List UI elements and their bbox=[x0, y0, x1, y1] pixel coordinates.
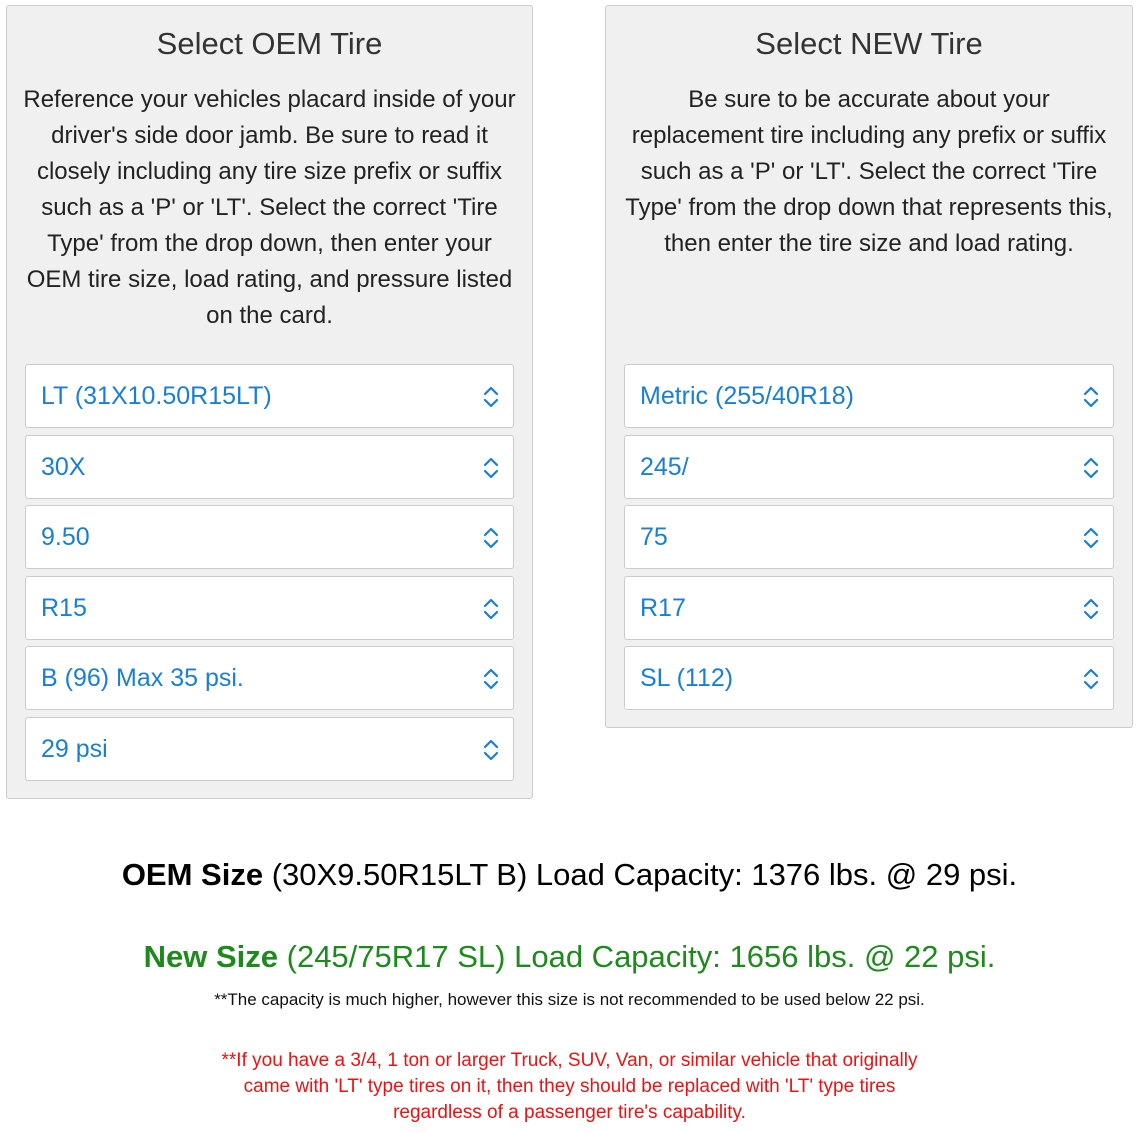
chevron-up-down-icon bbox=[482, 597, 500, 621]
new-load-rating-select[interactable] bbox=[624, 646, 1114, 710]
new-tire-type-select[interactable] bbox=[624, 364, 1114, 428]
oem-size-details: (30X9.50R15LT B) Load Capacity: 1376 lbs. @ 29 psi. bbox=[263, 857, 1018, 892]
lt-tire-warning bbox=[0, 1048, 1139, 1126]
oem-size-label: OEM Size bbox=[121, 857, 264, 892]
chevron-up-down-icon bbox=[482, 456, 500, 480]
new-width-select[interactable] bbox=[624, 435, 1114, 499]
new-size-details: (245/75R17 SL) Load Capacity: 1656 lbs. @ 22 psi. bbox=[278, 939, 996, 974]
oem-size-result bbox=[0, 857, 1139, 893]
select-value: SL (112) bbox=[640, 664, 734, 692]
oem-rim-select[interactable] bbox=[25, 576, 514, 640]
oem-panel-title: Select OEM Tire bbox=[156, 26, 383, 61]
select-value: B (96) Max 35 psi. bbox=[41, 664, 244, 692]
oem-pressure-select[interactable] bbox=[25, 717, 514, 781]
new-panel-description: Be sure to be accurate about your replacement tire including any prefix or suffix such as a 'P' or 'LT'. Select the correct 'Tire Type' from the drop down that represents this, then enter the tire size and load rating. bbox=[625, 86, 1113, 257]
oem-panel-description: Reference your vehicles placard inside of your driver's side door jamb. Be sure to read it closely including any tire size prefix or suffix such as a 'P' or 'LT'. Select the correct 'Tire Type' from the drop down, then enter your OEM tire size, load rating, and pressure listed on the card. bbox=[23, 86, 516, 329]
select-value: R15 bbox=[41, 593, 87, 622]
select-value: 29 psi bbox=[41, 734, 108, 763]
new-size-result bbox=[0, 939, 1139, 975]
new-size-label: New Size bbox=[143, 939, 279, 974]
chevron-up-down-icon bbox=[482, 667, 500, 691]
select-value: R17 bbox=[640, 593, 686, 622]
chevron-up-down-icon bbox=[482, 738, 500, 762]
capacity-note: **The capacity is much higher, however this size is not recommended to be used below 22 psi. bbox=[214, 990, 925, 1009]
oem-width-select[interactable] bbox=[25, 505, 514, 569]
oem-load-rating-select[interactable] bbox=[25, 646, 514, 710]
new-rim-select[interactable] bbox=[624, 576, 1114, 640]
oem-select-list bbox=[25, 364, 514, 787]
oem-tire-panel bbox=[6, 5, 533, 799]
select-value: 30X bbox=[41, 452, 86, 481]
chevron-up-down-icon bbox=[1082, 597, 1100, 621]
chevron-up-down-icon bbox=[1082, 526, 1100, 550]
chevron-up-down-icon bbox=[482, 385, 500, 409]
new-panel-title: Select NEW Tire bbox=[755, 26, 983, 61]
chevron-up-down-icon bbox=[1082, 667, 1100, 691]
select-value: 245/ bbox=[640, 452, 689, 481]
oem-tire-type-select[interactable] bbox=[25, 364, 514, 428]
warning-line: regardless of a passenger tire's capability. bbox=[393, 1102, 746, 1123]
select-value: 75 bbox=[640, 523, 668, 551]
warning-line: **If you have a 3/4, 1 ton or larger Truck, SUV, Van, or similar vehicle that originally bbox=[221, 1050, 918, 1071]
new-select-list bbox=[624, 364, 1114, 717]
select-value: 9.50 bbox=[41, 523, 90, 551]
oem-diameter-select[interactable] bbox=[25, 435, 514, 499]
select-value: LT (31X10.50R15LT) bbox=[41, 382, 272, 410]
chevron-up-down-icon bbox=[482, 526, 500, 550]
chevron-up-down-icon bbox=[1082, 456, 1100, 480]
warning-line: came with 'LT' type tires on it, then they should be replaced with 'LT' type tires bbox=[243, 1076, 896, 1097]
new-tire-panel bbox=[605, 5, 1133, 728]
chevron-up-down-icon bbox=[1082, 385, 1100, 409]
select-value: Metric (255/40R18) bbox=[640, 382, 854, 410]
new-aspect-ratio-select[interactable] bbox=[624, 505, 1114, 569]
